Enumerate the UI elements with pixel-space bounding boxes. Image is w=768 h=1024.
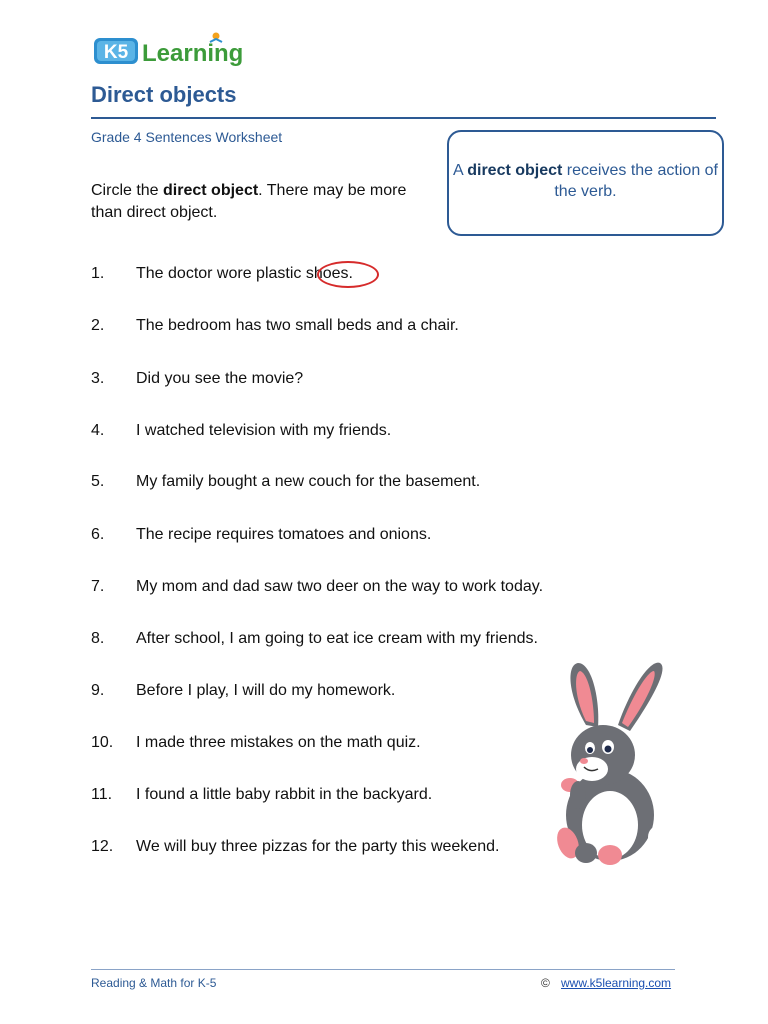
item-text: After school, I am going to eat ice cream with my friends. bbox=[136, 630, 538, 647]
definition-text bbox=[449, 160, 722, 202]
worksheet-subtitle: Grade 4 Sentences Worksheet bbox=[91, 129, 283, 145]
list-item bbox=[91, 680, 611, 704]
definition-prefix: A bbox=[452, 162, 468, 179]
list-item bbox=[91, 524, 611, 548]
footer-tagline: Reading & Math for K-5 bbox=[91, 976, 217, 990]
item-text: We will buy three pizzas for the party this weekend. bbox=[136, 838, 500, 855]
item-text: My family bought a new couch for the basement. bbox=[136, 473, 481, 490]
item-number: 9. bbox=[91, 682, 105, 699]
list-item bbox=[91, 732, 611, 756]
list-item bbox=[91, 368, 611, 392]
website-link[interactable]: www.k5learning.com bbox=[561, 976, 672, 990]
logo-badge: K5 bbox=[103, 42, 129, 63]
item-number: 10. bbox=[91, 734, 114, 751]
copyright-symbol: © bbox=[541, 976, 550, 990]
footer-divider bbox=[91, 969, 675, 970]
item-text: Did you see the movie? bbox=[136, 370, 304, 387]
k5-logo-icon bbox=[92, 30, 262, 70]
instructions bbox=[91, 180, 431, 224]
instructions-bold: direct object bbox=[163, 182, 259, 199]
list-item bbox=[91, 784, 611, 808]
logo-text: Learning bbox=[142, 40, 244, 67]
list-item bbox=[91, 263, 611, 287]
list-item bbox=[91, 576, 611, 600]
item-text: Before I play, I will do my homework. bbox=[136, 682, 396, 699]
item-text: I made three mistakes on the math quiz. bbox=[136, 734, 421, 751]
item-text: I watched television with my friends. bbox=[136, 422, 392, 439]
list-item bbox=[91, 315, 611, 339]
item-text: The doctor wore plastic shoes. bbox=[136, 265, 353, 282]
item-number: 8. bbox=[91, 630, 105, 647]
item-number: 2. bbox=[91, 317, 105, 334]
item-number: 4. bbox=[91, 422, 105, 439]
definition-suffix: receives the action of the verb. bbox=[554, 162, 718, 200]
item-text: The recipe requires tomatoes and onions. bbox=[136, 526, 432, 543]
definition-box bbox=[447, 130, 724, 236]
instructions-prefix: Circle the bbox=[91, 182, 164, 199]
item-number: 6. bbox=[91, 526, 105, 543]
list-item bbox=[91, 836, 611, 860]
instructions-suffix: . There may be more than direct object. bbox=[91, 182, 407, 221]
item-number: 5. bbox=[91, 473, 105, 490]
item-number: 7. bbox=[91, 578, 105, 595]
definition-bold: direct object bbox=[467, 162, 563, 179]
item-number: 12. bbox=[91, 838, 114, 855]
page-title: Direct objects bbox=[91, 82, 237, 107]
item-number: 3. bbox=[91, 370, 105, 387]
list-item bbox=[91, 471, 611, 495]
list-item bbox=[91, 420, 611, 444]
example-answer-circle bbox=[317, 261, 379, 288]
item-number: 11. bbox=[91, 786, 113, 803]
list-item bbox=[91, 628, 611, 652]
title-divider bbox=[91, 117, 716, 119]
item-text: The bedroom has two small beds and a chair. bbox=[136, 317, 459, 334]
item-text: I found a little baby rabbit in the backyard. bbox=[136, 786, 433, 803]
rabbit-illustration bbox=[548, 655, 678, 870]
item-number: 1. bbox=[91, 265, 105, 282]
item-text: My mom and dad saw two deer on the way to work today. bbox=[136, 578, 544, 595]
